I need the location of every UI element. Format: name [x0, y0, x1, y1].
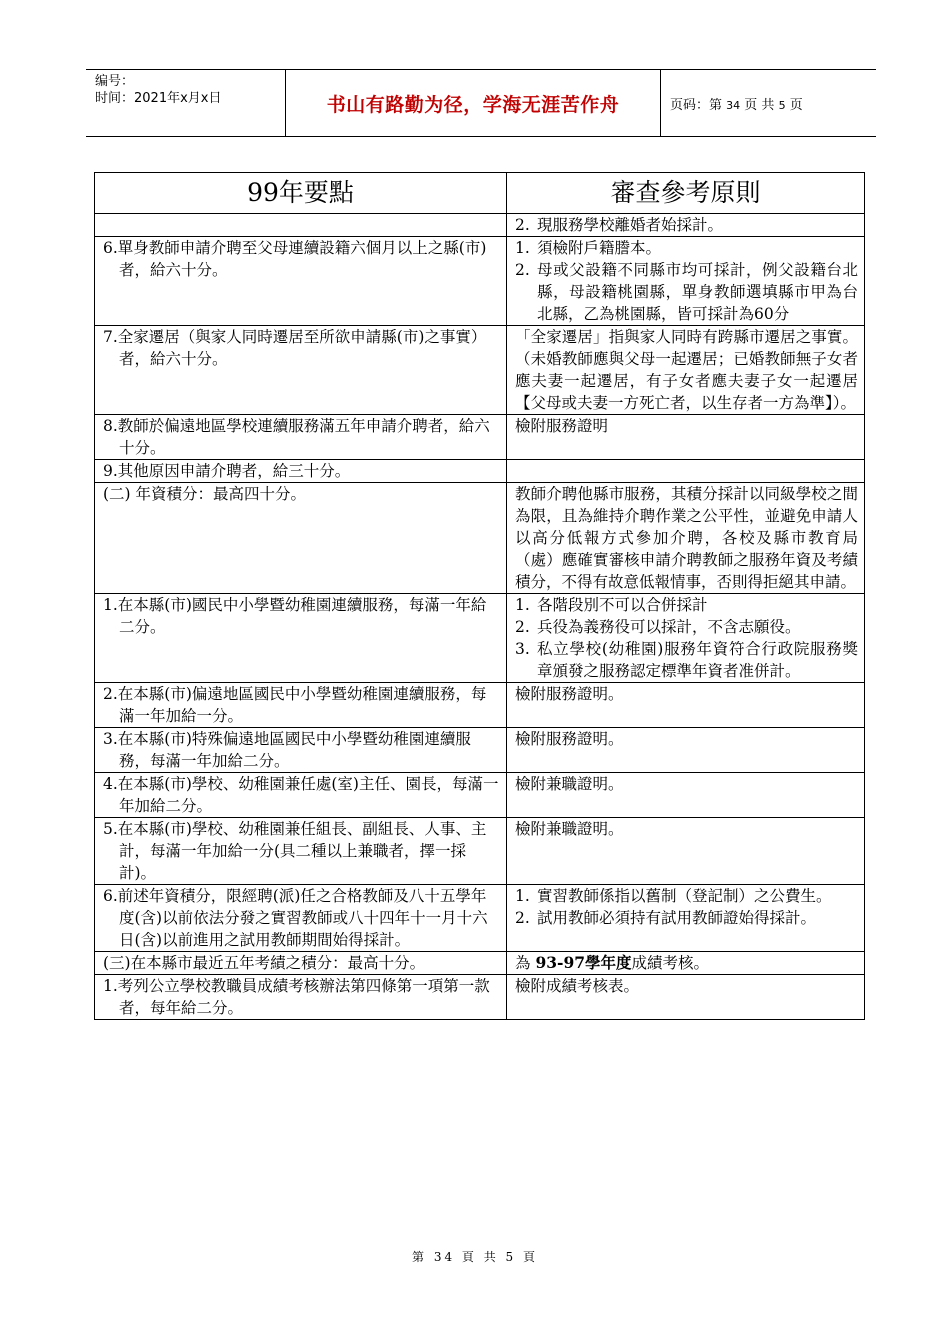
principle-text: 教師介聘他縣市服務，其積分採計以同級學校之間為限，且為維持介聘作業之公平性，並避免申請人以高分低報方式參加介聘，各校及縣市教育局（處）應確實審核申請介聘教師之服務年資及考績積分，不得有故意低報情事，否則得拒絕其申請。: [515, 485, 858, 591]
principle-text: 檢附服務證明: [515, 417, 609, 435]
criteria-point: [95, 594, 507, 683]
principle-item: [515, 616, 858, 638]
header-page-cell: [660, 70, 876, 136]
table-row: [95, 885, 865, 952]
criteria-table: [94, 172, 865, 1020]
table-row: [95, 952, 865, 975]
review-principle: [507, 483, 865, 594]
criteria-point: [95, 483, 507, 594]
principle-text-part: 為: [515, 954, 536, 972]
principle-item-number: 3.: [515, 640, 530, 658]
criteria-point: [95, 773, 507, 818]
page-suffix: 页: [789, 97, 803, 113]
principle-item: [515, 638, 858, 682]
time-label: 时间：2021年x月x日: [95, 91, 222, 106]
criteria-point-text: 2.在本縣(市)偏遠地區國民中小學暨幼稚園連續服務，每滿一年加給一分。: [103, 685, 487, 725]
review-principle: [507, 773, 865, 818]
criteria-point-text: 8.教師於偏遠地區學校連續服務滿五年申請介聘者，給六十分。: [103, 417, 490, 457]
principle-item: [515, 885, 858, 907]
criteria-point: [95, 952, 507, 975]
table-row: [95, 683, 865, 728]
table-row: [95, 773, 865, 818]
criteria-point: [95, 326, 507, 415]
review-principle: [507, 326, 865, 415]
criteria-point-text: 1.在本縣(市)國民中小學暨幼稚園連續服務，每滿一年給二分。: [103, 596, 487, 636]
principle-item-text: 母或父設籍不同縣市均可採計，例父設籍台北縣，母設籍桃園縣，單身教師選填縣市甲為台北縣，乙為桃園縣，皆可採計為60分: [537, 261, 858, 323]
header-meta: [86, 70, 285, 136]
col1-header: 99年要點: [95, 173, 507, 214]
review-principle: [507, 214, 865, 237]
criteria-point-text: 1.考列公立學校教職員成績考核辦法第四條第一項第一款者，每年給二分。: [103, 977, 490, 1017]
principle-item: [515, 237, 858, 259]
criteria-point-text: 4.在本縣(市)學校、幼稚園兼任處(室)主任、園長，每滿一年加給二分。: [103, 775, 499, 815]
table-row: [95, 594, 865, 683]
criteria-point: [95, 415, 507, 460]
principle-item-number: 1.: [515, 596, 530, 614]
review-principle: [507, 415, 865, 460]
col2-header: 審查參考原則: [507, 173, 865, 214]
page-total: 5: [778, 98, 786, 112]
criteria-point-text: (三)在本縣市最近五年考績之積分：最高十分。: [103, 954, 426, 972]
criteria-point-text: (二) 年資積分：最高四十分。: [103, 485, 307, 503]
table-row: [95, 326, 865, 415]
table-row: [95, 483, 865, 594]
principle-item-number: 2.: [515, 216, 530, 234]
review-principle: [507, 885, 865, 952]
table-row: [95, 728, 865, 773]
principle-text: 檢附服務證明。: [515, 730, 624, 748]
criteria-point: [95, 818, 507, 885]
review-principle: [507, 683, 865, 728]
criteria-point-text: 5.在本縣(市)學校、幼稚園兼任組長、副組長、人事、主計，每滿一年加給一分(具二種以上兼職者，擇一採計)。: [103, 820, 487, 882]
principle-item: [515, 594, 858, 616]
table-row: [95, 460, 865, 483]
criteria-point: [95, 975, 507, 1020]
page-number: 34: [726, 98, 741, 112]
page-mid: 页 共: [744, 97, 775, 113]
principle-item-text: 須檢附戶籍謄本。: [537, 239, 662, 257]
criteria-point-text: 9.其他原因申請介聘者，給三十分。: [103, 462, 351, 480]
review-principle: [507, 975, 865, 1020]
criteria-point: [95, 460, 507, 483]
criteria-point-text: 3.在本縣(市)特殊偏遠地區國民中小學暨幼稚園連續服務，每滿一年加給二分。: [103, 730, 471, 770]
principle-text: 檢附兼職證明。: [515, 820, 624, 838]
criteria-point: [95, 683, 507, 728]
principle-item-text: 兵役為義務役可以採計，不含志願役。: [537, 618, 801, 636]
criteria-point: [95, 237, 507, 326]
principle-text-part: 成績考核。: [631, 954, 710, 972]
criteria-point: [95, 885, 507, 952]
principle-item-text: 實習教師係指以舊制（登記制）之公費生。: [537, 887, 832, 905]
criteria-point-text: 6.前述年資積分，限經聘(派)任之合格教師及八十五學年度(含)以前依法分發之實習教師或八十四年十一月十六日(含)以前進用之試用教師期間始得採計。: [103, 887, 488, 949]
criteria-point: [95, 728, 507, 773]
review-principle: [507, 460, 865, 483]
principle-item-number: 1.: [515, 887, 530, 905]
page-header: [86, 69, 876, 137]
number-label: 编号：: [95, 74, 135, 89]
header-motto-cell: [285, 70, 661, 136]
page-footer: 第 34 頁 共 5 頁: [412, 1250, 538, 1264]
table-row: [95, 818, 865, 885]
page-prefix: 页码：第: [670, 97, 723, 113]
principle-text: 檢附兼職證明。: [515, 775, 624, 793]
principle-item: [515, 214, 858, 236]
principle-item-text: 私立學校(幼稚園)服務年資符合行政院服務獎章頒發之服務認定標準年資者准併計。: [537, 640, 858, 680]
principle-text: 「全家遷居」指與家人同時有跨縣市遷居之事實。（未婚教師應與父母一起遷居；已婚教師無子女者應夫妻一起遷居，有子女者應夫妻子女一起遷居【父母或夫妻一方死亡者，以生存者一方為準】）。: [515, 328, 858, 412]
table-body: [95, 214, 865, 1020]
principle-item-number: 2.: [515, 618, 530, 636]
principle-item: [515, 259, 858, 325]
criteria-point-text: 6.單身教師申請介聘至父母連續設籍六個月以上之縣(市)者，給六十分。: [103, 239, 487, 279]
criteria-point: [95, 214, 507, 237]
table-header-row: [95, 173, 865, 214]
principle-text: 檢附成績考核表。: [515, 977, 640, 995]
review-principle: [507, 237, 865, 326]
principle-item-text: 各階段別不可以合併採計: [537, 596, 708, 614]
principle-item-number: 1.: [515, 239, 530, 257]
page-indicator: [670, 94, 803, 113]
review-principle: [507, 952, 865, 975]
principle-item-text: 試用教師必須持有試用教師證始得採計。: [537, 909, 817, 927]
principle-text: [515, 952, 858, 974]
review-principle: [507, 728, 865, 773]
review-principle: [507, 818, 865, 885]
motto: 书山有路勤为径，学海无涯苦作舟: [326, 93, 620, 116]
principle-item-number: 2.: [515, 909, 530, 927]
principle-item-number: 2.: [515, 261, 530, 279]
principle-text: 檢附服務證明。: [515, 685, 624, 703]
table-row: [95, 237, 865, 326]
review-principle: [507, 594, 865, 683]
principle-item-text: 現服務學校離婚者始採計。: [537, 216, 724, 234]
criteria-point-text: 7.全家遷居（與家人同時遷居至所欲申請縣(市)之事實）者，給六十分。: [103, 328, 487, 368]
table-row: [95, 975, 865, 1020]
principle-item: [515, 907, 858, 929]
principle-text-part: 93-97學年度: [535, 953, 632, 972]
table-row: [95, 415, 865, 460]
table-row: [95, 214, 865, 237]
